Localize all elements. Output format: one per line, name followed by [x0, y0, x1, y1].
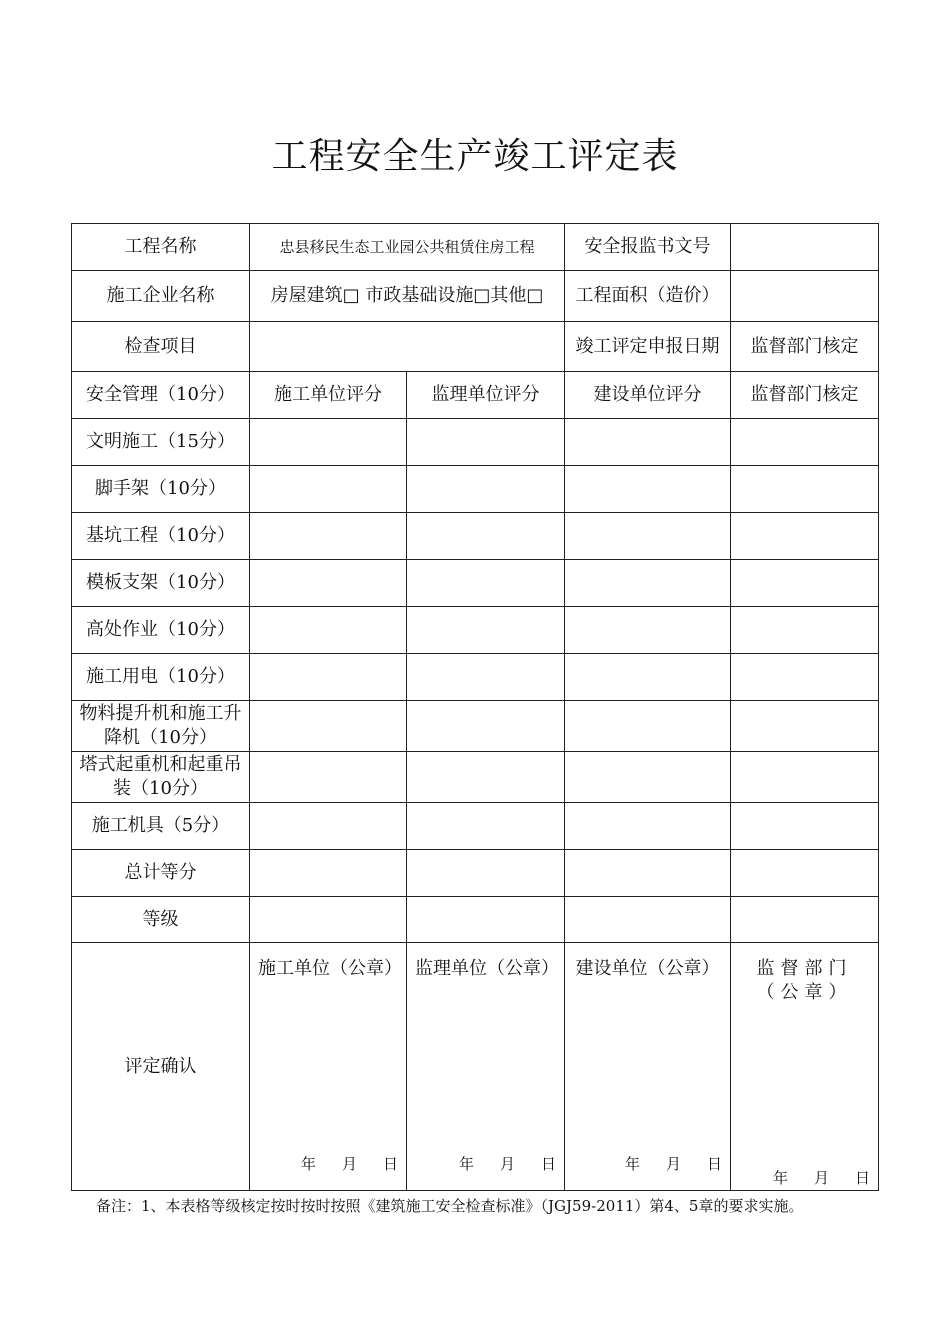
- area-label: 工程面积（造价）: [565, 271, 731, 322]
- column-header: 监理单位评分: [407, 372, 565, 419]
- score-cell[interactable]: [731, 752, 879, 803]
- sign-label: 建设单位（公章）: [575, 958, 720, 979]
- owner-unit-sign[interactable]: [565, 943, 731, 1191]
- score-cell[interactable]: [565, 607, 731, 654]
- score-cell[interactable]: [250, 701, 407, 752]
- score-cell[interactable]: [731, 513, 879, 560]
- check-row: [72, 322, 879, 372]
- score-cell[interactable]: [565, 701, 731, 752]
- score-cell[interactable]: [731, 607, 879, 654]
- score-cell[interactable]: [565, 803, 731, 850]
- project-name-row: [72, 224, 879, 271]
- confirm-label: 评定确认: [72, 943, 250, 1191]
- score-cell[interactable]: [407, 513, 565, 560]
- sign-label: 监督部门（公章）: [756, 958, 853, 1003]
- footnote: 备注：1、本表格等级核定按时按时按照《建筑施工安全检查标准》（JGJ59-2011）第4、5章的要求实施。: [96, 1197, 804, 1215]
- score-cell[interactable]: [731, 803, 879, 850]
- sign-date: 年 月 日: [772, 1169, 870, 1187]
- score-cell[interactable]: [250, 419, 407, 466]
- table-row: [72, 701, 879, 752]
- score-cell[interactable]: [250, 803, 407, 850]
- supervision-dept-sign[interactable]: [731, 943, 879, 1191]
- item-label: 文明施工（15分）: [72, 419, 250, 466]
- apply-date-label: 竣工评定申报日期: [565, 322, 731, 372]
- check-value[interactable]: [250, 322, 565, 372]
- item-label: 塔式起重机和起重吊装（10分）: [72, 752, 250, 803]
- score-cell[interactable]: [407, 850, 565, 897]
- item-label: 物料提升机和施工升降机（10分）: [72, 701, 250, 752]
- evaluation-table: [71, 223, 879, 1191]
- project-name-value: 忠县移民生态工业园公共租赁住房工程: [250, 224, 565, 271]
- score-cell[interactable]: [731, 560, 879, 607]
- item-label: 施工用电（10分）: [72, 654, 250, 701]
- score-cell[interactable]: [407, 419, 565, 466]
- sign-date: 年 月 日: [458, 1155, 556, 1173]
- score-cell[interactable]: [250, 607, 407, 654]
- table-row: [72, 803, 879, 850]
- column-header: 安全管理（10分）: [72, 372, 250, 419]
- score-cell[interactable]: [565, 850, 731, 897]
- table-row: [72, 752, 879, 803]
- score-cell[interactable]: [407, 803, 565, 850]
- score-cell[interactable]: [565, 466, 731, 513]
- item-label: 总计等分: [72, 850, 250, 897]
- item-label: 高处作业（10分）: [72, 607, 250, 654]
- table-row: [72, 419, 879, 466]
- score-cell[interactable]: [407, 654, 565, 701]
- score-cell[interactable]: [250, 897, 407, 943]
- score-cell[interactable]: [250, 466, 407, 513]
- company-label: 施工企业名称: [72, 271, 250, 322]
- score-cell[interactable]: [407, 560, 565, 607]
- score-cell[interactable]: [250, 654, 407, 701]
- score-cell[interactable]: [565, 419, 731, 466]
- supervision-unit-sign[interactable]: [407, 943, 565, 1191]
- score-cell[interactable]: [565, 560, 731, 607]
- sign-date: 年 月 日: [300, 1155, 398, 1173]
- sign-label: 监理单位（公章）: [415, 958, 559, 979]
- sign-date: 年 月 日: [624, 1155, 722, 1173]
- score-cell[interactable]: [731, 850, 879, 897]
- report-no-label: 安全报监书文号: [565, 224, 731, 271]
- sign-label: 施工单位（公章）: [258, 958, 402, 979]
- score-cell[interactable]: [731, 419, 879, 466]
- table-row: [72, 560, 879, 607]
- construction-unit-sign[interactable]: [250, 943, 407, 1191]
- project-name-label: 工程名称: [72, 224, 250, 271]
- company-row: [72, 271, 879, 322]
- score-cell[interactable]: [407, 701, 565, 752]
- item-label: 脚手架（10分）: [72, 466, 250, 513]
- table-row: [72, 654, 879, 701]
- score-cell[interactable]: [731, 654, 879, 701]
- confirm-row: [72, 943, 879, 1191]
- report-no-value[interactable]: [731, 224, 879, 271]
- item-label: 基坑工程（10分）: [72, 513, 250, 560]
- item-label: 施工机具（5分）: [72, 803, 250, 850]
- score-cell[interactable]: [565, 897, 731, 943]
- score-cell[interactable]: [407, 897, 565, 943]
- table-row: [72, 513, 879, 560]
- score-cell[interactable]: [731, 897, 879, 943]
- item-label: 等级: [72, 897, 250, 943]
- score-cell[interactable]: [250, 752, 407, 803]
- area-value[interactable]: [731, 271, 879, 322]
- score-cell[interactable]: [407, 752, 565, 803]
- column-header-row: [72, 372, 879, 419]
- score-cell[interactable]: [407, 607, 565, 654]
- total-row: [72, 850, 879, 897]
- score-cell[interactable]: [250, 560, 407, 607]
- category-options[interactable]: 房屋建筑□ 市政基础设施□其他□: [250, 271, 565, 322]
- item-label: 模板支架（10分）: [72, 560, 250, 607]
- score-cell[interactable]: [565, 513, 731, 560]
- column-header: 建设单位评分: [565, 372, 731, 419]
- score-cell[interactable]: [250, 513, 407, 560]
- column-header: 施工单位评分: [250, 372, 407, 419]
- score-cell[interactable]: [407, 466, 565, 513]
- table-row: [72, 466, 879, 513]
- page-title: 工程安全生产竣工评定表: [271, 136, 679, 177]
- column-header: 监督部门核定: [731, 372, 879, 419]
- supervise-confirm-label: 监督部门核定: [731, 322, 879, 372]
- grade-row: [72, 897, 879, 943]
- score-cell[interactable]: [565, 654, 731, 701]
- score-cell[interactable]: [731, 701, 879, 752]
- score-cell[interactable]: [250, 850, 407, 897]
- score-cell[interactable]: [731, 466, 879, 513]
- check-label: 检查项目: [72, 322, 250, 372]
- table-row: [72, 607, 879, 654]
- score-cell[interactable]: [565, 752, 731, 803]
